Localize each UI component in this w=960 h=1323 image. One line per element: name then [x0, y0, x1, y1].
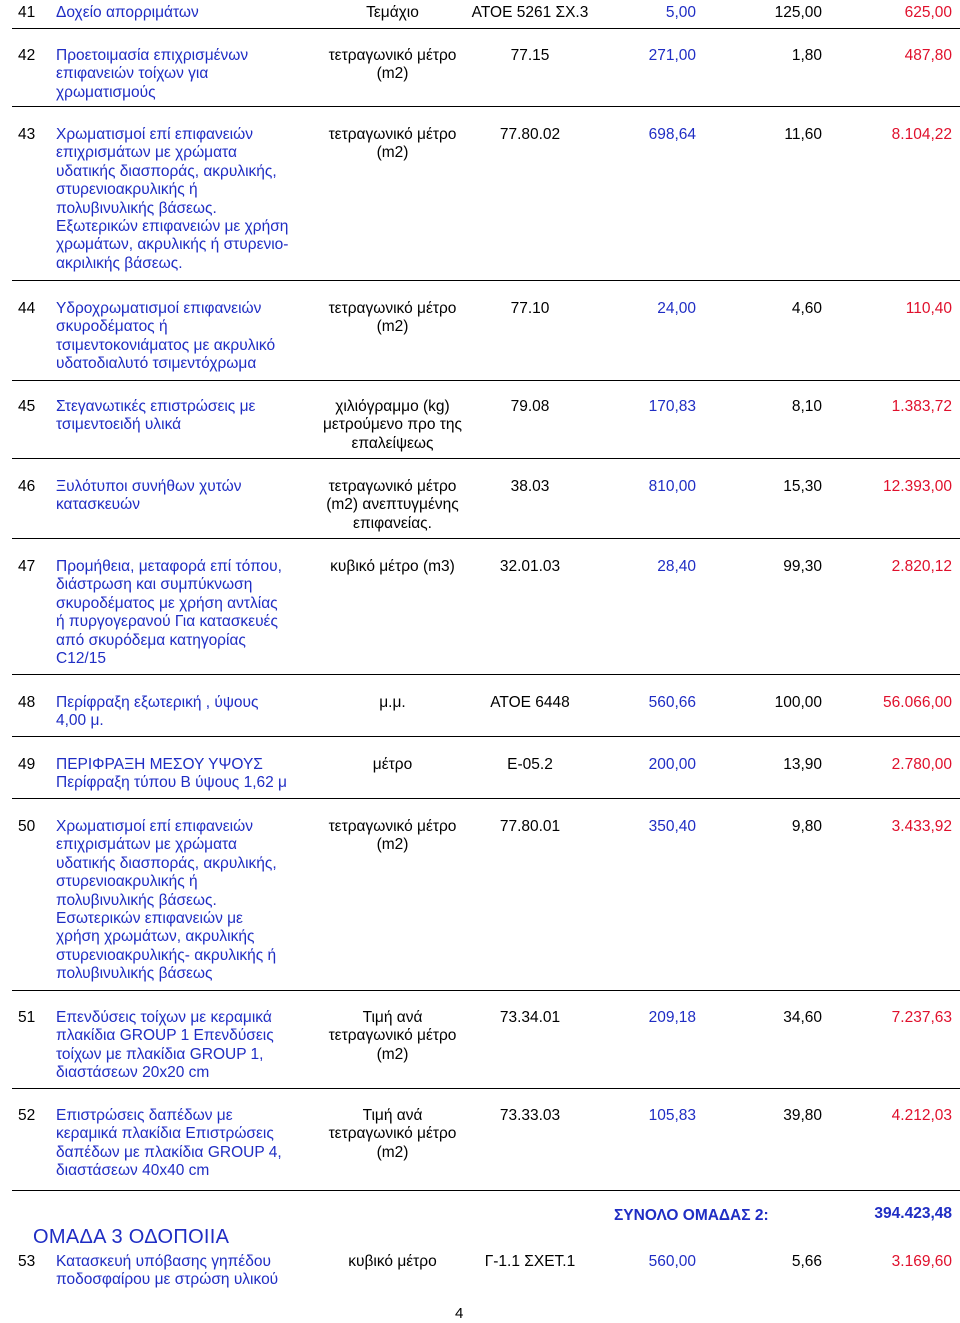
item-unit-line: τετραγωνικό μέτρο	[328, 300, 457, 317]
item-number: 44	[18, 300, 36, 317]
row-divider	[12, 990, 960, 991]
item-total: 2.820,12	[891, 558, 952, 575]
item-description-line: χρωματισμούς	[56, 83, 156, 101]
item-unit-price: 5,00	[665, 4, 696, 21]
item-number: 41	[18, 4, 36, 21]
item-description-line: υδατικής διασποράς, ακρυλικής,	[56, 162, 277, 180]
item-description-line: υδατικής διασποράς, ακρυλικής,	[56, 854, 277, 872]
item-unit-line: (m2)	[376, 318, 409, 336]
item-unit	[300, 1253, 485, 1271]
item-total: 3.433,92	[891, 818, 952, 835]
item-description-line: ακριλικής βάσεως.	[56, 254, 183, 272]
item-description	[56, 1009, 326, 1083]
item-unit-line: χιλιόγραμμο (kg)	[335, 398, 450, 415]
item-unit-price: 560,00	[648, 1253, 696, 1270]
group-heading: ΟΜΑΔΑ 3 ΟΔΟΠΟΙΙΑ	[33, 1226, 230, 1248]
group-total-value: 394.423,48	[874, 1205, 952, 1222]
item-number: 46	[18, 478, 36, 495]
item-description-line: υδατοδιαλυτό τσιμεντόχρωμα	[56, 355, 257, 373]
item-unit-price: 271,00	[648, 47, 696, 64]
item-code: Ε-05.2	[507, 756, 553, 773]
item-quantity: 100,00	[774, 694, 822, 711]
item-unit	[300, 478, 485, 533]
item-description-line: Περίφραξη εξωτερική , ύψους	[56, 694, 259, 711]
item-total: 4.212,03	[891, 1107, 952, 1124]
item-unit-line: κυβικό μέτρο	[348, 1253, 437, 1270]
item-description	[56, 4, 326, 22]
item-number: 47	[18, 558, 36, 575]
item-code: ΑΤΟΕ 5261 ΣΧ.3	[471, 4, 589, 21]
item-unit-line: Τιμή ανά	[362, 1009, 423, 1026]
item-description-line: επιφανειών τοίχων για	[56, 65, 209, 83]
item-number: 50	[18, 818, 36, 835]
item-description	[56, 47, 326, 102]
row-divider	[12, 380, 960, 381]
row-divider	[12, 1088, 960, 1089]
item-unit-line: κυβικό μέτρο (m3)	[330, 558, 455, 575]
item-quantity: 5,66	[791, 1253, 822, 1270]
item-code: Γ-1.1 ΣΧΕΤ.1	[484, 1253, 576, 1270]
item-total: 110,40	[905, 300, 952, 317]
item-number: 49	[18, 756, 36, 773]
item-description-line: στυρενιοακρυλικής ή	[56, 181, 198, 199]
item-unit-line: μ.μ.	[379, 694, 406, 711]
row-divider	[12, 1190, 960, 1191]
item-unit-line: τετραγωνικό μέτρο	[328, 47, 457, 64]
item-unit-price: 105,83	[648, 1107, 696, 1124]
item-description-line: Εσωτερικών επιφανειών με	[56, 910, 243, 928]
item-unit-line: επαλείψεως	[351, 434, 434, 452]
item-description	[56, 300, 326, 374]
item-quantity: 99,30	[783, 558, 822, 575]
item-unit-line: (m2)	[376, 144, 409, 162]
item-unit	[300, 756, 485, 774]
row-divider	[12, 280, 960, 281]
item-description-line: πολυβινυλικής βάσεως.	[56, 891, 217, 909]
item-description	[56, 1253, 326, 1290]
item-unit-price: 209,18	[648, 1009, 696, 1026]
item-description	[56, 694, 326, 731]
item-unit	[300, 398, 485, 453]
item-description-line: Επενδύσεις τοίχων με κεραμικά	[56, 1009, 272, 1026]
item-description	[56, 398, 326, 435]
item-quantity: 13,90	[783, 756, 822, 773]
item-quantity: 8,10	[791, 398, 822, 415]
item-description-line: τσιμεντοκονιάματος με ακρυλικό	[56, 336, 276, 354]
row-divider	[12, 798, 960, 799]
item-description-line: Εξωτερικών επιφανειών με χρήση	[56, 218, 289, 236]
row-divider	[12, 458, 960, 459]
item-description-line: Προμήθεια, μεταφορά επί τόπου,	[56, 558, 282, 575]
item-code: 73.34.01	[499, 1009, 561, 1026]
item-description-line: δαπέδων με πλακίδια GROUP 4,	[56, 1143, 282, 1161]
item-total: 487,80	[904, 47, 952, 64]
item-unit	[300, 300, 485, 337]
item-description-line: διαστάσεων 20x20 cm	[56, 1064, 210, 1082]
item-unit	[300, 4, 485, 22]
item-code: 77.15	[510, 47, 550, 64]
item-total: 56.066,00	[883, 694, 952, 711]
item-code: 79.08	[510, 398, 550, 415]
item-quantity: 125,00	[774, 4, 822, 21]
item-unit-line: τετραγωνικό μέτρο	[328, 1027, 457, 1045]
item-description-line: στυρενιοακρυλικής ή	[56, 873, 198, 891]
item-unit-line: μετρούμενο προ της	[322, 416, 463, 434]
item-description-line: ποδοσφαίρου με στρώση υλικού	[56, 1271, 279, 1289]
item-unit-line: (m2)	[376, 1143, 409, 1161]
item-quantity: 39,80	[783, 1107, 822, 1124]
item-code: ΑΤΟΕ 6448	[490, 694, 570, 711]
page-number: 4	[455, 1305, 464, 1322]
item-description-line: χρήση χρωμάτων, ακρυλικής	[56, 928, 255, 946]
item-total: 625,00	[904, 4, 952, 21]
item-unit	[300, 1107, 485, 1162]
item-unit-line: (m2) ανεπτυγμένης	[326, 496, 459, 514]
item-unit-price: 560,66	[648, 694, 696, 711]
item-description-line: Ξυλότυποι συνήθων χυτών	[56, 478, 242, 495]
item-unit-line: τετραγωνικό μέτρο	[328, 478, 457, 495]
item-description-line: διαστάσεων 40x40 cm	[56, 1162, 210, 1180]
item-description-line: Χρωματισμοί επί επιφανειών	[56, 818, 253, 835]
item-description	[56, 126, 326, 273]
item-unit	[300, 1009, 485, 1064]
item-description-line: Δοχείο απορριμάτων	[56, 4, 199, 21]
item-description-line: Χρωματισμοί επί επιφανειών	[56, 126, 253, 143]
item-unit	[300, 818, 485, 855]
item-description-line: C12/15	[56, 650, 106, 668]
item-unit	[300, 126, 485, 163]
item-description-line: 4,00 μ.	[56, 712, 104, 730]
item-unit-price: 28,40	[657, 558, 696, 575]
item-unit-line: επιφανείας.	[353, 514, 432, 532]
row-divider	[12, 538, 960, 539]
item-description	[56, 1107, 326, 1181]
item-code: 32.01.03	[499, 558, 561, 575]
item-code: 73.33.03	[499, 1107, 561, 1124]
item-description-line: κατασκευών	[56, 496, 140, 514]
item-unit-price: 698,64	[648, 126, 696, 143]
item-description-line: σκυροδέματος ή	[56, 318, 168, 336]
item-number: 42	[18, 47, 36, 64]
item-description-line: πολυβινυλικής βάσεως.	[56, 199, 217, 217]
item-description-line: τσιμεντοειδή υλικά	[56, 416, 182, 434]
item-total: 1.383,72	[891, 398, 952, 415]
item-description-line: Περίφραξη τύπου Β ύψους 1,62 μ	[56, 774, 287, 792]
item-code: 77.80.02	[499, 126, 561, 143]
item-unit-price: 200,00	[648, 756, 696, 773]
item-description-line: επιχρισμάτων με χρώματα	[56, 144, 237, 162]
item-description-line: Στεγανωτικές επιστρώσεις με	[56, 398, 256, 415]
item-total: 2.780,00	[891, 756, 952, 773]
item-unit-line: τετραγωνικό μέτρο	[328, 818, 457, 835]
item-unit-line: (m2)	[376, 836, 409, 854]
item-quantity: 9,80	[791, 818, 822, 835]
item-description-line: ή πυργογερανού Για κατασκευές	[56, 613, 278, 631]
item-unit-line: Τιμή ανά	[362, 1107, 423, 1124]
item-total: 12.393,00	[883, 478, 952, 495]
item-number: 52	[18, 1107, 36, 1124]
item-total: 8.104,22	[891, 126, 952, 143]
item-number: 53	[18, 1253, 36, 1270]
item-number: 51	[18, 1009, 36, 1026]
item-description	[56, 478, 326, 515]
item-description-line: σκυροδέματος με χρήση αντλίας	[56, 594, 278, 612]
item-unit-line: (m2)	[376, 65, 409, 83]
item-number: 43	[18, 126, 36, 143]
item-unit-price: 170,83	[648, 398, 696, 415]
item-description-line: Επιστρώσεις δαπέδων με	[56, 1107, 233, 1124]
item-quantity: 4,60	[791, 300, 822, 317]
item-code: 77.10	[510, 300, 550, 317]
group-total-label: ΣΥΝΟΛΟ ΟΜΑΔΑΣ 2:	[614, 1207, 769, 1224]
item-description-line: κεραμικά πλακίδια Επιστρώσεις	[56, 1125, 274, 1143]
item-description-line: Κατασκευή υπόβασης γηπέδου	[56, 1253, 271, 1270]
item-unit-line: τετραγωνικό μέτρο	[328, 126, 457, 143]
item-unit	[300, 558, 485, 576]
item-unit-price: 810,00	[648, 478, 696, 495]
item-description-line: πλακίδια GROUP 1 Επενδύσεις	[56, 1027, 274, 1045]
item-description-line: στυρενιοακρυλικής- ακρυλικής ή	[56, 946, 277, 964]
item-unit-line: (m2)	[376, 1045, 409, 1063]
item-code: 38.03	[510, 478, 550, 495]
item-quantity: 34,60	[783, 1009, 822, 1026]
row-divider	[12, 674, 960, 675]
item-description-line: διάστρωση και συμπύκνωση	[56, 576, 253, 594]
item-unit	[300, 694, 485, 712]
item-unit	[300, 47, 485, 84]
item-description-line: ΠΕΡΙΦΡΑΞΗ ΜΕΣΟΥ ΥΨΟΥΣ	[56, 756, 263, 773]
item-description	[56, 818, 326, 984]
item-description-line: χρωμάτων, ακρυλικής ή στυρενιο-	[56, 236, 289, 254]
item-number: 45	[18, 398, 36, 415]
item-unit-price: 24,00	[657, 300, 696, 317]
item-description-line: επιχρισμάτων με χρώματα	[56, 836, 237, 854]
item-description-line: Προετοιμασία επιχρισμένων	[56, 47, 249, 64]
item-unit-line: τετραγωνικό μέτρο	[328, 1125, 457, 1143]
item-description-line: τοίχων με πλακίδια GROUP 1,	[56, 1045, 264, 1063]
item-description-line: Υδροχρωματισμοί επιφανειών	[56, 300, 262, 317]
row-divider	[12, 28, 960, 29]
item-unit-line: μέτρο	[372, 756, 413, 773]
item-description-line: από σκυρόδεμα κατηγορίας	[56, 631, 246, 649]
row-divider	[12, 736, 960, 737]
item-total: 7.237,63	[891, 1009, 952, 1026]
item-unit-line: Τεμάχιο	[366, 4, 419, 21]
item-description-line: πολυβινυλικής βάσεως	[56, 965, 213, 983]
item-description	[56, 756, 326, 793]
item-quantity: 1,80	[791, 47, 822, 64]
item-code: 77.80.01	[499, 818, 561, 835]
item-unit-price: 350,40	[648, 818, 696, 835]
item-quantity: 15,30	[783, 478, 822, 495]
item-number: 48	[18, 694, 36, 711]
item-quantity: 11,60	[784, 126, 822, 143]
row-divider	[12, 106, 960, 107]
item-total: 3.169,60	[891, 1253, 952, 1270]
item-description	[56, 558, 326, 668]
